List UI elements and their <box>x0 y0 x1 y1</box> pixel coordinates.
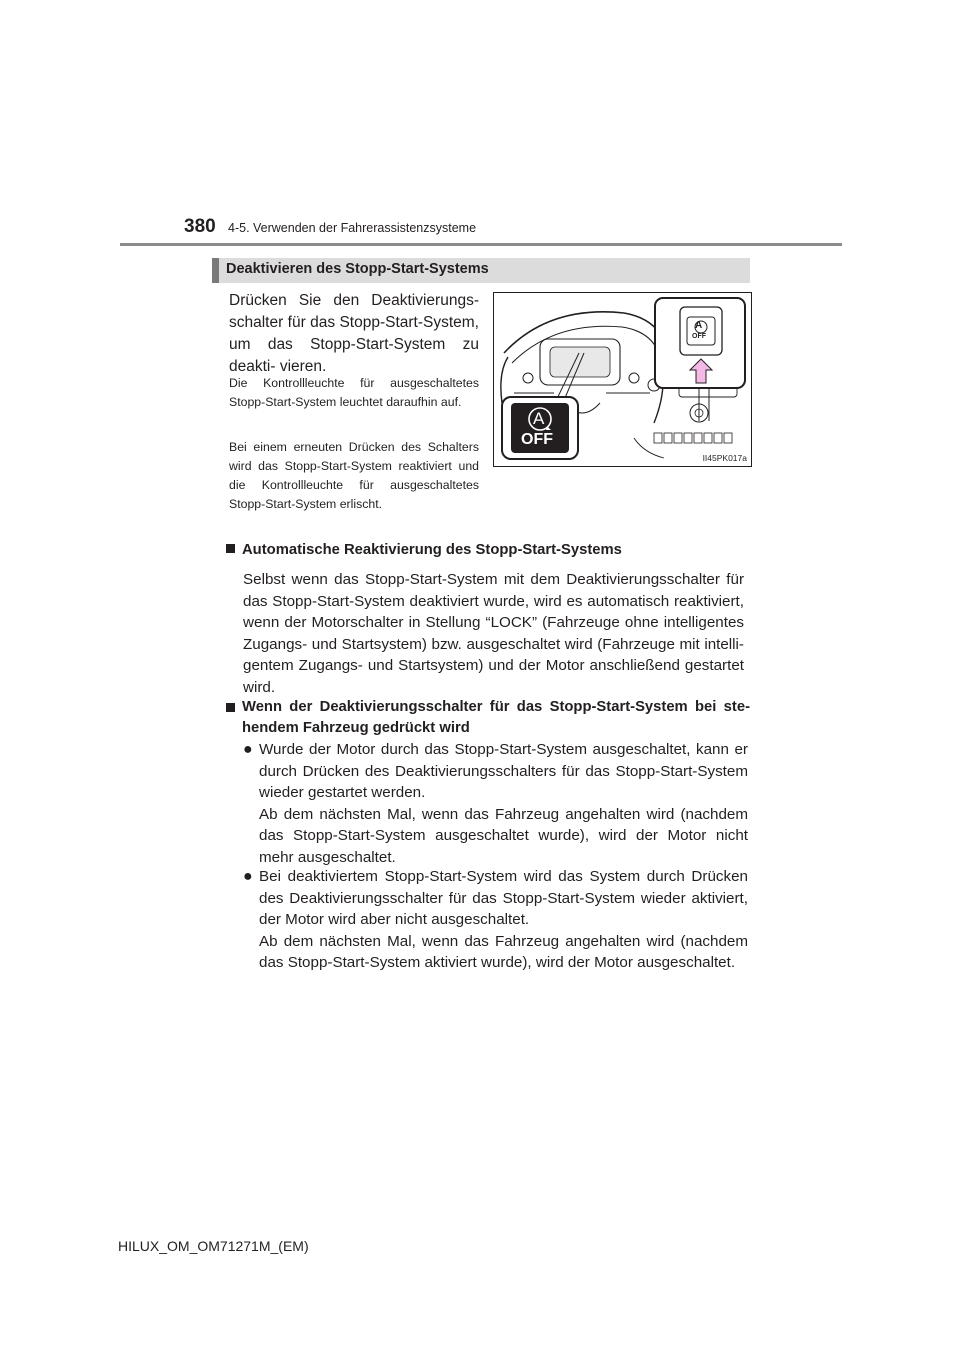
bullet-text-followup: Ab dem nächsten Mal, wenn das Fahrzeug angehalten wird (nachdem das Stopp-Start-System ausgeschaltet wurde), wird der Motor nicht mehr ausgeschaltet. <box>259 805 748 866</box>
square-bullet-icon <box>226 703 235 712</box>
figure-code: II45PK017a <box>702 453 747 463</box>
subheading-standstill-text: Wenn der Deaktivierungsschalter für das Stopp-Start-System bei ste- hendem Fahrzeug gedrückt wird <box>242 699 750 736</box>
bullet-dot-icon: ● <box>243 868 253 885</box>
auto-reactivation-paragraph: Selbst wenn das Stopp-Start-System mit dem Deaktivierungsschalter für das Stopp-Start-System deaktiviert wurde, wird es automatisch reaktiviert, wenn der Motorschalter in Stellung “LOCK” (Fahrzeuge ohne intelligentes Zugangs- und Startsystem) bzw. ausgeschaltet wird (Fahrzeuge mit intelli- gentem Zugangs- und Startsystem) und der Motor anschließend gestartet wird. <box>243 571 744 696</box>
bullet-item <box>243 866 748 974</box>
note-indicator-on: Die Kontrollleuchte für ausgeschaltetes Stopp-Start-System leuchtet daraufhin auf. <box>229 376 479 409</box>
big-switch-label-off: OFF <box>521 431 553 448</box>
big-switch-label-a: A <box>533 409 545 428</box>
bullet-text: Wurde der Motor durch das Stopp-Start-System ausgeschaltet, kann er durch Drücken des Deaktivierungsschalters für das Stopp-Start-System wieder gestartet werden. <box>259 741 748 802</box>
bullet-text-followup: Ab dem nächsten Mal, wenn das Fahrzeug angehalten wird (nachdem das Stopp-Start-System aktiviert wurde), wird der Motor ausgeschaltet. <box>259 932 748 972</box>
square-bullet-icon <box>226 544 235 553</box>
subheading-standstill <box>226 697 750 739</box>
section-bar-accent <box>212 258 219 283</box>
intro-paragraph: Drücken Sie den Deaktivierungs- schalter für das Stopp-Start-System, um das Stopp-Start-System zu deakti- vieren. <box>229 292 479 375</box>
subheading-auto-reactivation-text: Automatische Reaktivierung des Stopp-Start-Systems <box>242 542 622 558</box>
dashboard-illustration <box>493 292 752 467</box>
page-number: 380 <box>184 216 216 237</box>
note-reactivation: Bei einem erneuten Drücken des Schalters wird das Stopp-Start-System reaktiviert und die Kontrollleuchte für ausgeschaltetes Stopp-Start-System erlischt. <box>229 440 479 511</box>
bullet-item <box>243 739 748 869</box>
header-divider <box>120 243 842 246</box>
bullet-dot-icon: ● <box>243 741 253 758</box>
subheading-auto-reactivation <box>226 540 750 561</box>
footer-doc-code: HILUX_OM_OM71271M_(EM) <box>118 1238 309 1254</box>
chapter-title: 4-5. Verwenden der Fahrerassistenzsysteme <box>228 221 477 235</box>
small-switch-label-a: A <box>695 320 703 331</box>
small-switch-label-off: OFF <box>692 333 706 340</box>
section-title: Deaktivieren des Stopp-Start-Systems <box>226 261 489 277</box>
bullet-text: Bei deaktiviertem Stopp-Start-System wird das System durch Drücken des Deaktivierungsschalter für das Stopp-Start-System wieder aktiviert, der Motor wird aber nicht ausgeschaltet. <box>259 868 748 929</box>
section-title-bar <box>212 258 750 283</box>
